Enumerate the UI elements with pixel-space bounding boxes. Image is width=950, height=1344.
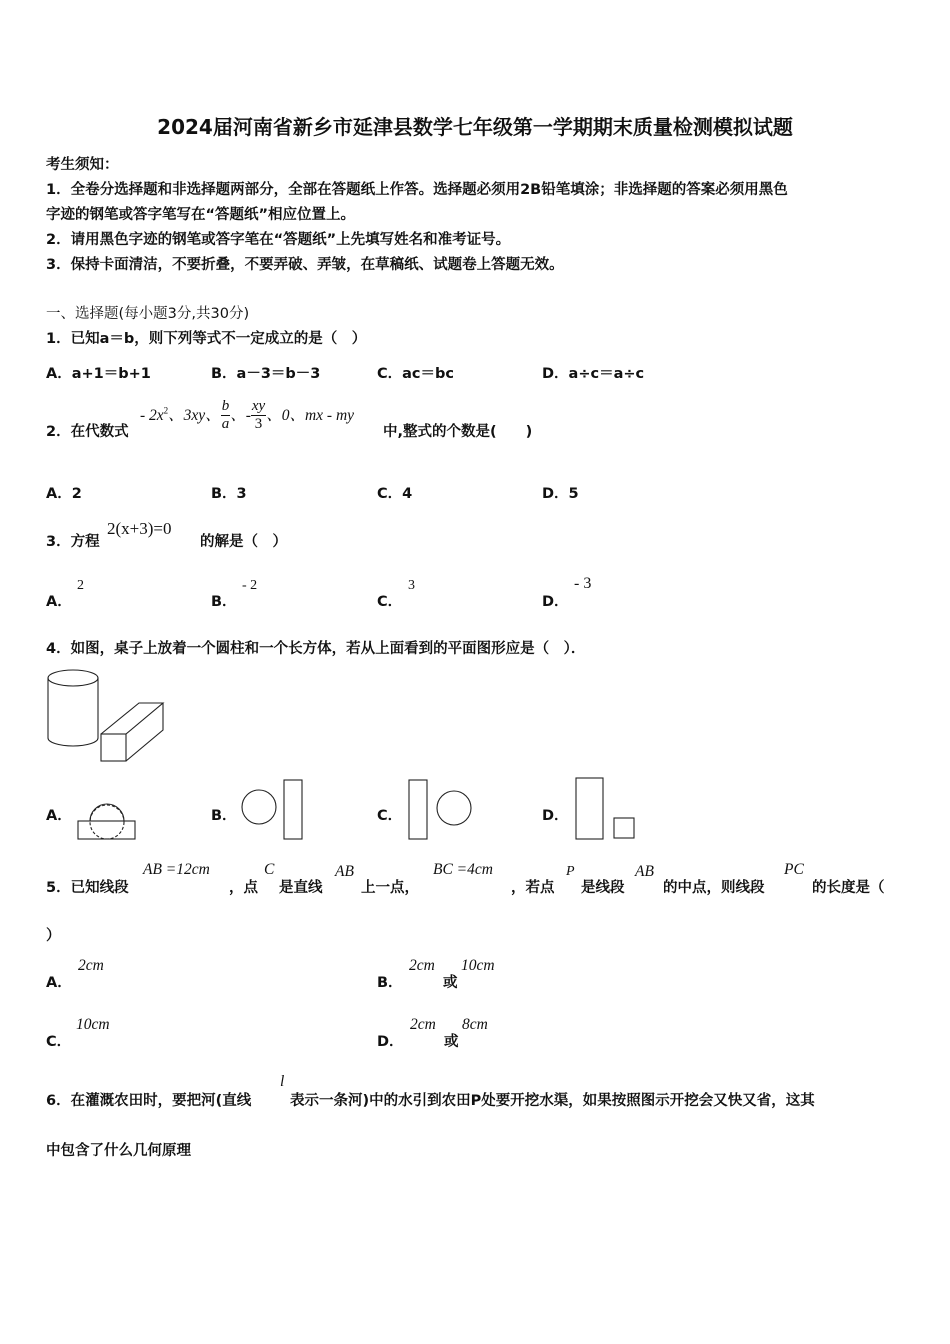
q5-text-9: ）	[46, 928, 61, 944]
q5-option-b-or: 或	[443, 975, 458, 991]
q4-option-c: C．	[377, 808, 403, 824]
q2-option-b: B．3	[211, 486, 247, 502]
q2-fraction-1-denominator: a	[221, 416, 230, 432]
notice-line-1a: 1．全卷分选择题和非选择题两部分，全部在答题纸上作答。选择题必须用2B铅笔填涂；非选择题的答案必须用黑色	[46, 182, 788, 198]
q2-term-1: - 2x	[140, 407, 164, 424]
q2-term-5: mx - my	[304, 407, 355, 424]
q3-option-d-value: - 3	[574, 575, 592, 592]
q3-stem-prefix: 3．方程	[46, 534, 100, 550]
q5-text-1: 5．已知线段	[46, 880, 129, 896]
q4-stem: 4．如图，桌子上放着一个圆柱和一个长方体，若从上面看到的平面图形应是（ ）．	[46, 641, 586, 657]
q5-text-7: 的中点，则线段	[663, 880, 765, 896]
q2-fraction-2-numerator: xy	[251, 398, 266, 414]
notice-heading: 考生须知：	[46, 157, 119, 173]
q2-stem-suffix: 中,整式的个数是( )	[383, 424, 533, 440]
q4-option-a-figure	[78, 804, 135, 839]
q5-math-point-c: C	[264, 861, 275, 878]
q5-text-3: 是直线	[279, 880, 323, 896]
q5-option-b-label: B．	[377, 975, 403, 991]
q5-math-pc: PC	[784, 861, 804, 878]
q4-option-d-figure	[576, 778, 634, 839]
q5-math-ab-length: AB =12cm	[143, 861, 210, 878]
section-heading: 一、选择题(每小题3分,共30分)	[46, 306, 250, 322]
q3-option-c-value: 3	[408, 578, 415, 593]
notice-line-3: 3．保持卡面清洁，不要折叠，不要弄破、弄皱，在草稿纸、试题卷上答题无效。	[46, 257, 564, 273]
q1-option-a: A．a+1＝b+1	[46, 366, 151, 382]
cuboid-figure	[101, 703, 163, 761]
q5-option-d-or: 或	[444, 1034, 459, 1050]
q5-text-6: 是线段	[581, 880, 625, 896]
page-title: 2024届河南省新乡市延津县数学七年级第一学期期末质量检测模拟试题	[157, 115, 793, 139]
q2-term-1-exponent: 2	[163, 405, 169, 416]
q5-text-8: 的长度是（	[812, 880, 885, 896]
q3-option-b-label: B．	[211, 594, 237, 610]
q2-fraction-1-numerator: b	[221, 398, 230, 414]
q5-math-ab: AB	[335, 863, 354, 880]
q3-option-d-label: D．	[542, 594, 569, 610]
q5-option-a-value: 2cm	[78, 957, 104, 974]
q6-stem-suffix: 表示一条河)中的水引到农田P处要开挖水渠，如果按照图示开挖会又快又省，这其	[290, 1093, 815, 1109]
q2-term-3: 、-	[230, 407, 251, 424]
q6-math-line-l: l	[280, 1073, 285, 1090]
q1-option-c: C．ac＝bc	[377, 366, 454, 382]
q5-text-4: 上一点，	[361, 880, 419, 896]
q4-option-d: D．	[542, 808, 569, 824]
q5-math-bc-length: BC =4cm	[433, 861, 493, 878]
q1-option-b: B．a－3＝b－3	[211, 366, 321, 382]
q2-stem-prefix: 2．在代数式	[46, 424, 129, 440]
q5-math-point-p: P	[566, 864, 575, 879]
q4-option-b-figure	[242, 780, 302, 839]
notice-line-1b: 字迹的钢笔或答字笔写在“答题纸”相应位置上。	[46, 207, 356, 223]
q3-option-c-label: C．	[377, 594, 403, 610]
q5-text-2: ，点	[229, 880, 258, 896]
q4-option-a: A．	[46, 808, 72, 824]
q5-option-c-label: C．	[46, 1034, 72, 1050]
notice-line-2: 2．请用黑色字迹的钢笔或答字笔在“答题纸”上先填写姓名和准考证号。	[46, 232, 511, 248]
q5-option-c-value: 10cm	[76, 1016, 110, 1033]
q5-option-b-value-1: 2cm	[409, 957, 435, 974]
q2-option-d: D．5	[542, 486, 579, 502]
q6-stem-line-2: 中包含了什么几何原理	[46, 1143, 191, 1159]
q2-option-c: C．4	[377, 486, 413, 502]
q5-text-5: ，若点	[511, 880, 555, 896]
q5-option-d-label: D．	[377, 1034, 404, 1050]
q2-fraction-2-denominator: 3	[254, 416, 263, 432]
q6-stem-prefix: 6．在灌溉农田时，要把河(直线	[46, 1093, 252, 1109]
q5-option-d-value-2: 8cm	[462, 1016, 488, 1033]
q1-option-d: D．a÷c＝a÷c	[542, 366, 645, 382]
q1-stem: 1．已知a＝b，则下列等式不一定成立的是（ ）	[46, 331, 367, 347]
cylinder-figure	[48, 670, 98, 746]
q5-option-d-value-1: 2cm	[410, 1016, 436, 1033]
q2-term-4: 、0、	[266, 407, 305, 424]
q5-math-ab-2: AB	[635, 863, 654, 880]
q3-stem-suffix: 的解是（ ）	[200, 534, 287, 550]
q3-equation: 2(x+3)=0	[107, 519, 172, 538]
q2-term-2: 、3xy、	[168, 407, 221, 424]
q3-option-a-label: A．	[46, 594, 72, 610]
q5-option-b-value-2: 10cm	[461, 957, 495, 974]
q3-option-a-value: 2	[77, 578, 84, 593]
q4-option-c-figure	[409, 780, 471, 839]
q4-option-b: B．	[211, 808, 237, 824]
q3-option-b-value: - 2	[242, 578, 258, 593]
q5-option-a-label: A．	[46, 975, 72, 991]
q2-option-a: A．2	[46, 486, 82, 502]
